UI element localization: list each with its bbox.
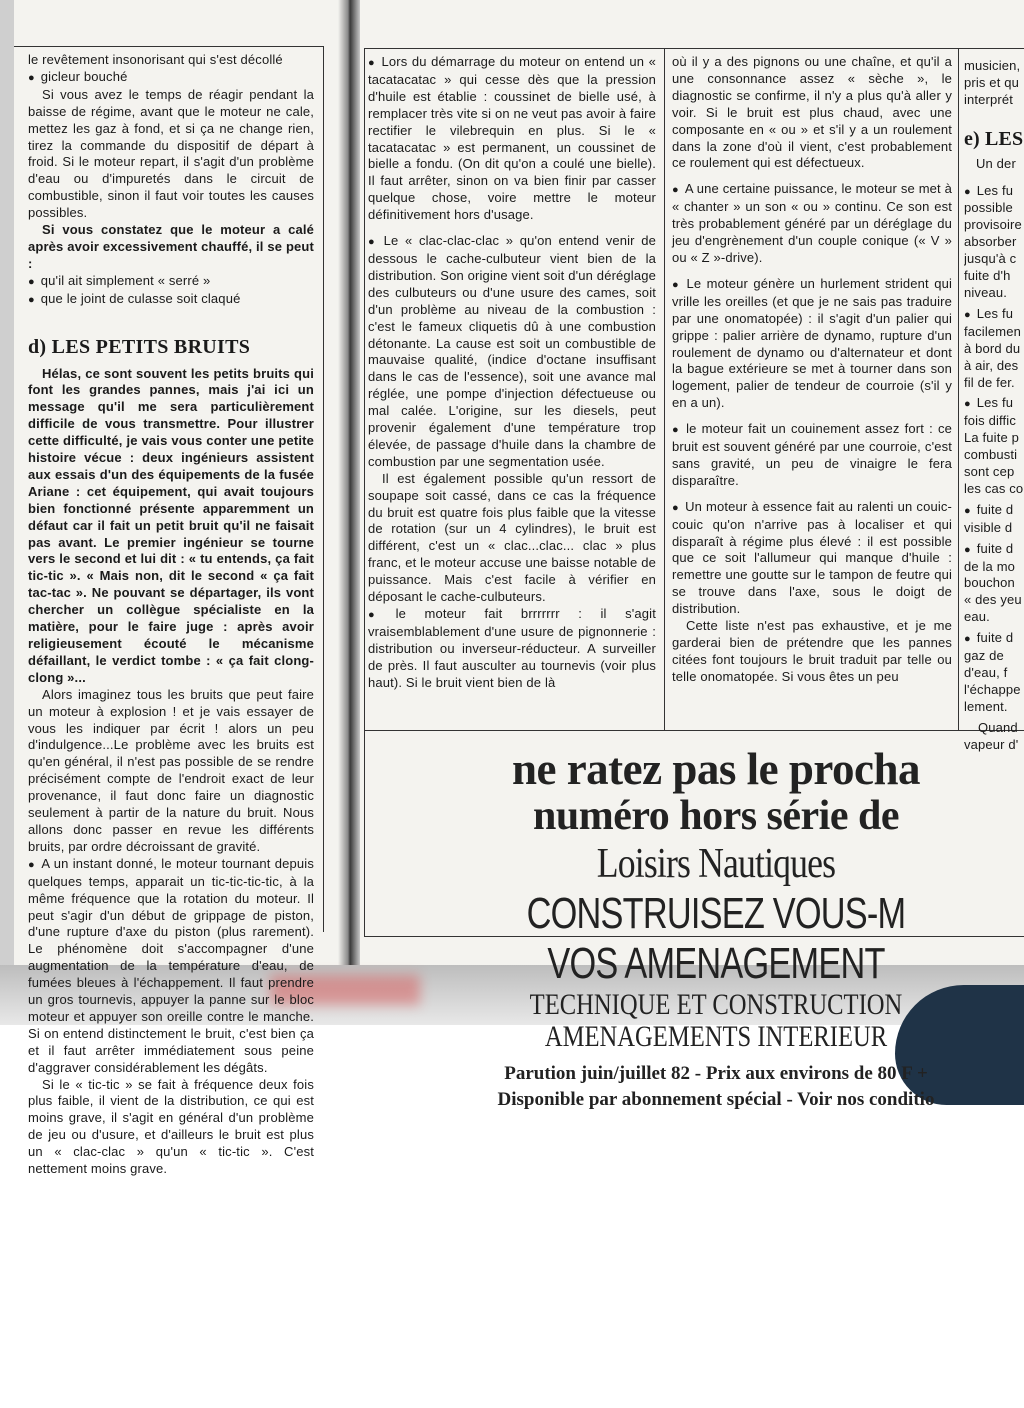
cut-line: visible d bbox=[964, 519, 1013, 535]
ad-line-9: Disponible par abonnement spécial - Voir nos conditio bbox=[497, 1089, 935, 1110]
paragraph: Alors imaginez tous les bruits que peut faire un moteur à explosion ! et je vais essayer de vous les indiquer par écrit ! alors un peu d'indulgence...Le problème avec les bruits est qu'en général, il n'est pas possible de se rendre précisément compte de l'endroit exact de leur provenance, il faut donc faire un diagnostic seulement à partir de la nature du bruit. Nous allons donc passer en revue les différents bruits, par ordre décroissant de gravité. bbox=[28, 686, 314, 854]
cut-off-column bbox=[964, 58, 1024, 754]
cut-line: niveau. bbox=[964, 284, 1007, 300]
paragraph: Il est également possible qu'un ressort de soupape soit cassé, dans ce cas la fréquence du bruit est quatre fois plus faible que la vitesse de rotation (sur un 4 cylindres), le bruit est différent, c'est un « clac...clac... clac » plus franc, et le moteur accuse une baisse notable de puissance. Mais c'est facile à vérifier en déposant le cache-culbuteurs. bbox=[368, 470, 656, 605]
right-column bbox=[672, 54, 952, 686]
ad-line-4: CONSTRUISEZ VOUS-M bbox=[526, 889, 906, 938]
cut-line: à air, des bbox=[964, 357, 1019, 373]
cut-line: pris et qu bbox=[964, 74, 1019, 90]
cut-line: ● Les fu bbox=[964, 306, 1024, 324]
page-left-edge bbox=[0, 0, 14, 965]
ad-line-8: Parution juin/juillet 82 - Prix aux environs de 80 F + bbox=[504, 1063, 928, 1084]
left-top-rule bbox=[14, 46, 324, 47]
cut-line: ● fuite d bbox=[964, 502, 1024, 520]
cut-line: possible bbox=[964, 200, 1013, 216]
cut-line: l'échappe bbox=[964, 681, 1021, 697]
ad-line-5: VOS AMENAGEMENT bbox=[547, 939, 885, 988]
bullet-item: ● que le joint de culasse soit claqué bbox=[28, 291, 314, 309]
bullet-paragraph: ● Le moteur génère un hurlement strident qui vrille les oreilles (et que je ne sais pas traduire par une onomatopée) : il s'agit d'un palier qui grippe : palier arrière de dynamo, rupture d'un roulement de dynamo ou d'alternateur et dont la bague extérieure se met à tourner dans son logement, palier de tendeur de courroie (s'il y en a un). bbox=[672, 276, 952, 412]
cut-line: ● fuite d bbox=[964, 541, 1024, 559]
bullet-paragraph: ● le moteur fait brrrrrrr : il s'agit vraisemblablement d'une usure de pignonnerie : distribution ou inverseur-réducteur. A surveiller de près. Il faut ausculter au tournevis (voir plus haut). Si le bruit vient bien de là bbox=[368, 606, 656, 692]
bullet-paragraph: ● Lors du démarrage du moteur on entend un « tacatacatac » qui cesse dès que la pression d'huile est établie : coussinet de bielle usé, à remplacer très vite si on ne veut pas avoir à faire rectifier le vilebrequin en plus. Si le « tacatacatac » est permanent, un coussinet de bielle a fondu. (On dit qu'on a coulé une bielle). Il faut arrêter, sinon on va bien finir par casser quelque chose, voire mettre le moteur définitivement hors d'usage. bbox=[368, 54, 656, 224]
bullet-paragraph: ● A un instant donné, le moteur tournant depuis quelques temps, apparait un tic-tic-tic-tic, à la même fréquence que la rotation du moteur. Il peut s'agir d'un début de grippage de piston, d'une rupture d'axe du piston (plus rarement). Le phénomène doit s'accompagner d'une augmentation de la température d'eau, de fumées bleues à l'échappement. Il faut prendre un gros tournevis, appuyer la panne sur le bloc moteur et appuyer son oreille contre le manche. Si on entend distinctement le bruit, c'est bien ça et il faut arrêter immédiatement sous peine d'aggraver considérablement les dégâts. bbox=[28, 856, 314, 1077]
col-c-right-rule bbox=[958, 48, 959, 730]
cut-line: facilemen bbox=[964, 323, 1021, 339]
cut-line: fil de fer. bbox=[964, 374, 1015, 390]
middle-column bbox=[368, 54, 656, 692]
cut-line: ● Les fu bbox=[964, 183, 1024, 201]
cut-subtitle: Un der bbox=[976, 155, 1016, 171]
bullet-item: ● qu'il ait simplement « serré » bbox=[28, 273, 314, 291]
cut-line: « des yeu bbox=[964, 592, 1022, 608]
cut-line: provisoire bbox=[964, 217, 1022, 233]
left-column-rule bbox=[323, 46, 324, 932]
col-b-left-rule bbox=[364, 48, 365, 730]
cut-line: d'eau, f bbox=[964, 665, 1008, 680]
cut-line: Quand bbox=[978, 719, 1018, 735]
ad-magazine-name: Loisirs Nautiques bbox=[596, 841, 836, 887]
cut-line: La fuite p bbox=[964, 430, 1019, 446]
advertisement-block bbox=[366, 735, 1024, 1110]
ad-line-7: AMENAGEMENTS INTERIEUR bbox=[544, 1020, 888, 1053]
magazine-spine bbox=[338, 0, 360, 965]
ad-line-6: TECHNIQUE ET CONSTRUCTION bbox=[529, 988, 903, 1021]
cut-line: de la mo bbox=[964, 558, 1016, 574]
bullet-item: ● gicleur bouché bbox=[28, 69, 314, 87]
bullet-paragraph: ● Un moteur à essence fait au ralenti un couic-couic qu'on n'arrive pas à localiser et qui disparaît à régime plus élevé : il est possible que ce soit l'allumeur qui manque d'huile : remettre une goutte sur le tampon de feutre qui se trouve dans l'axe, sous le doigt de distribution. bbox=[672, 499, 952, 618]
cut-line: lement. bbox=[964, 698, 1008, 714]
ad-left-rule bbox=[364, 730, 365, 936]
right-top-rule bbox=[364, 48, 1024, 49]
cut-line: bouchon bbox=[964, 575, 1015, 591]
paragraph-bold: Si vous constatez que le moteur a calé après avoir excessivement chauffé, il se peut : bbox=[28, 222, 314, 271]
cut-line: jusqu'à c bbox=[964, 251, 1017, 267]
paragraph: Si le « tic-tic » se fait à fréquence deux fois plus faible, il vient de la distribution, ce qui est moins grave, il s'agit en général d'un problème de jeu ou d'usure, et d'ailleurs le bruit est plus un « clac-clac » qu'un « tic-tic ». C'est nettement moins grave. bbox=[28, 1076, 314, 1177]
cut-line: eau. bbox=[964, 609, 990, 625]
cut-section-title: e) LES bbox=[964, 127, 1024, 150]
cut-line: ● Les fu bbox=[964, 395, 1024, 413]
bullet-paragraph: ● le moteur fait un couinement assez fort : ce bruit est souvent généré par une courroie, c'est sans gravité, un peu de vinaigre le fera disparaître. bbox=[672, 421, 952, 490]
cut-lines bbox=[964, 183, 1024, 754]
intro-paragraph: Hélas, ce sont souvent les petits bruits qui font les grandes pannes, mais j'ai ici un message qu'il me sera particulièrement difficile de vous transmettre. Pour illustrer cette difficulté, je vais vous conter une petite histoire vécue : deux ingénieurs assistent aux essais d'un des équipements de la fusée Ariane : cet équipement, qui avait toujours bien fonctionné présente apparemment un défaut car il fait un petit bruit qu'il ne faisait pas avant. Le premier ingénieur se tourne vers le second et lui dit : « tu entends, ça fait tic-tic ». « Mais non, dit le second « ça fait tac-tac ». Ne pouvant se départager, ils vont chercher un collègue spécialiste en la matière, pour le faire juge : après avoir religieusement écouté le mécanisme défaillant, le verdict tombe : « ça fait clong-clong »... bbox=[28, 365, 314, 685]
cut-line: musicien, bbox=[964, 58, 1021, 73]
ad-line-2: numéro hors série de bbox=[532, 793, 899, 839]
col-b-right-rule bbox=[664, 48, 665, 730]
left-column bbox=[28, 52, 314, 1178]
cut-line: absorber bbox=[964, 234, 1017, 250]
ad-top-rule bbox=[364, 730, 1024, 731]
cut-line: à bord du bbox=[964, 340, 1021, 356]
cut-line: sont cep bbox=[964, 464, 1015, 480]
cut-line: gaz de bbox=[964, 648, 1004, 664]
bullet-paragraph: ● A une certaine puissance, le moteur se met à « chanter » un son « ou » continu. Ce son est très probablement généré par un déréglage du jeu d'engrènement d'un couple conique (« V » ou « Z »-drive). bbox=[672, 181, 952, 267]
cut-line: interprét bbox=[964, 91, 1014, 107]
cut-line: fois diffic bbox=[964, 413, 1016, 429]
paragraph: Cette liste n'est pas exhaustive, et je me garderai bien de prétendre que les pannes citées font toujours le bruit traduit par telle ou telle onomatopée. Si vous êtes un peu bbox=[672, 618, 952, 684]
paragraph: Si vous avez le temps de réagir pendant la baisse de régime, avant que le moteur ne cale, mettez les gaz à fond, et si ça ne change rien, tirez la commande du dispositif de départ à froid. Si le moteur repart, il s'agit d'un problème d'eau ou d'impuretés dans le circuit de combustible, sinon il faut voir toutes les causes possibles. bbox=[28, 86, 314, 221]
paragraph: le revêtement insonorisant qui s'est décollé bbox=[28, 52, 283, 67]
cut-line: ● fuite d bbox=[964, 630, 1024, 648]
cut-line: combusti bbox=[964, 447, 1018, 463]
bullet-paragraph: ● Le « clac-clac-clac » qu'on entend venir de dessous le cache-culbuteur vient bien de la distribution. Son origine vient soit d'un déréglage des culbuteurs ou d'une usure des cames, soit d'un problème au niveau de la combustion : c'est le fameux cliquetis dû à une combustion détonante. La cause est soit un combustible de mauvaise qualité, (indice d'octane insuffisant dans le cas de l'essence), soit une avance mal réglée, une pompe d'injection défectueuse ou mal calée. L'origine, sur les diesels, peut provenir également d'une température trop élevée, de passage d'huile dans la chambre de combustion par une segmentation usée. bbox=[368, 233, 656, 471]
cut-line: vapeur d' bbox=[964, 736, 1019, 752]
ad-line-1: ne ratez pas le procha bbox=[511, 744, 921, 794]
section-title: d) LES PETITS BRUITS bbox=[28, 335, 251, 358]
cut-line: les cas co bbox=[964, 480, 1024, 496]
cut-line: fuite d'h bbox=[964, 268, 1011, 284]
paragraph: où il y a des pignons ou une chaîne, et qu'il a une consonnance assez « sèche », le diagnostic se confirme, il n'y a plus qu'à aller y voir. Si le bruit est plus chaud, avec une composante en « ou » et s'il y a un roulement dans la zone d'où il vient, c'est probablement ce roulement qui est défectueux. bbox=[672, 54, 952, 171]
